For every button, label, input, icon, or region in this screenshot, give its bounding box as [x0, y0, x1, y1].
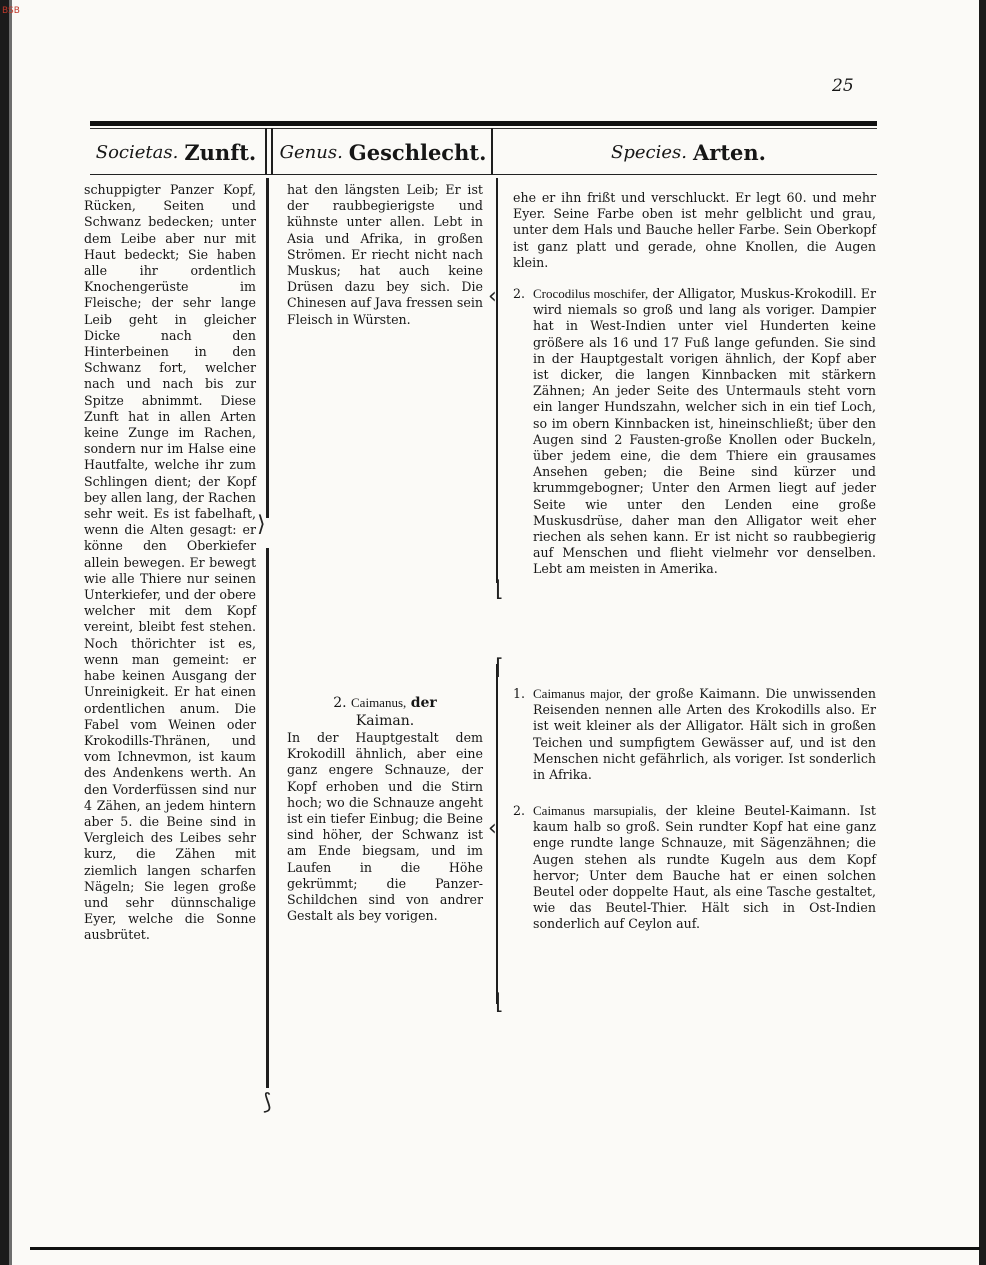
- header-genus-german: Geschlecht.: [348, 139, 487, 165]
- genus-crocodile-description: hat den längsten Leib; Er ist der raubbegierigste und kühnste unter allen. Lebt in Asia und Afrika, in großen Strömen. Er riecht nicht nach Muskus; hat auch keine Drüsen dazu bey sich. Die Chinesen auf Java fressen sein Fleisch in Würsten.: [287, 182, 483, 327]
- species-entry: [513, 803, 876, 933]
- species-description: der große Kaimann. Die unwissenden Reisenden nennen alle Arten des Krokodills also. Er ist weit kleiner als der Alligator. Hält sich in großen Teichen und sumpfigtem Gewässer auf, und ist den Menschen nicht gefährlich, als voriger. Ist sonderlich in Afrika.: [533, 686, 876, 783]
- societas-column: [84, 182, 256, 944]
- brace-species-2-end: ⌊: [495, 990, 504, 1015]
- species-latin-name: Caimanus marsupialis,: [533, 803, 657, 818]
- genus-caimanus-name: Kaiman.: [355, 713, 415, 729]
- genus-caimanus-title: [287, 694, 483, 712]
- genus-caimanus-latin: Caimanus,: [351, 695, 407, 710]
- species-description: der kleine Beutel-Kaimann. Ist kaum halb so groß. Sein rundter Kopf hat eine ganz enge rundte lange Schnauze, mit Sägenzähnen; die Augen stehen als rundte Kugeln aus dem Kopf hervor; Unter dem Bauche hat er einen solchen Beutel oder doppelte Haut, als eine Tasche gestaltet, wie das Beutel-Thier. Hält sich in Ost-Indien sonderlich auf Ceylon auf.: [533, 803, 876, 932]
- brace-species-2: ‹: [488, 816, 497, 841]
- species-latin-name: Caimanus major,: [533, 686, 624, 701]
- divider-col2-top: [496, 178, 498, 583]
- species-latin-name: Crocodilus moschifer,: [533, 286, 649, 301]
- genus-caimanus-article: der: [410, 695, 437, 711]
- brace-col1-end: ⟆: [263, 1090, 272, 1115]
- scan-edge-left-shadow: [9, 0, 12, 1265]
- header-societas: [90, 134, 262, 170]
- brace-species-1: ‹: [488, 284, 497, 309]
- species-crocodile-continuation: ehe er ihn frißt und verschluckt. Er legt 60. und mehr Eyer. Seine Farbe oben ist mehr gelblicht und grau, unter dem Hals und Bauche heller Farbe. Sein Oberkopf ist ganz platt und gerade, ohne Knollen, die Augen klein.: [513, 190, 876, 270]
- page-number: 25: [832, 76, 854, 96]
- brace-species-2-start: ⌈: [495, 655, 504, 680]
- species-number: 2.: [513, 286, 526, 301]
- header-species-german: Arten.: [692, 139, 766, 165]
- divider-col1-bottom: [266, 548, 269, 1088]
- header-rule-thin: [90, 128, 877, 129]
- header-societas-german: Zunft.: [184, 139, 257, 165]
- genus-continuation: [287, 182, 483, 328]
- header-divider-1a: [265, 128, 267, 174]
- species-entry: [513, 686, 876, 783]
- genus-caimanus-description: In der Hauptgestalt dem Krokodill ähnlich, aber eine ganz engere Schnauze, der Kopf erhoben und die Stirn hoch; wo die Schnauze angeht ist ein tiefer Einbug; die Beine sind höher, der Schwanz ist am Ende biegsam, und im Laufen in die Höhe gekrümmt; die Panzer-Schildchen sind von andrer Gestalt als bey vorigen.: [287, 730, 483, 924]
- genus-caimanus-number: 2.: [333, 695, 347, 711]
- brace-col1-mid: ⟩: [257, 512, 266, 537]
- header-genus: [278, 134, 488, 170]
- header-societas-latin: Societas.: [95, 141, 179, 163]
- societas-description: schuppigter Panzer Kopf, Rücken, Seiten und Schwanz bedecken; unter dem Leibe aber nur mit Haut bedeckt; Sie haben alle ihr ordentlich Knochengerüste im Fleische; der sehr lange Leib geht in gleicher Dicke nach den Hinterbeinen in den Schwanz fort, welcher nach und nach bis zur Spitze abnimmt. Diese Zunft hat in allen Arten keine Zunge im Rachen, sondern nur im Halse eine Hautfalte, welche ihr zum Schlingen dient; der Kopf bey allen lang, der Rachen sehr weit. Es ist fabelhaft, wenn die Alten gesagt: er könne den Oberkiefer allein bewegen. Er bewegt wie alle Thiere nur seinen Unterkiefer, und der obere welcher mit dem Kopf vereint, bleibt fest stehen. Noch thörichter ist es, wenn man gemeint: er habe keinen Ausgang der Unreinigkeit. Er hat einen ordentlichen anum. Die Fabel vom Weinen oder Krokodills-Thränen, und vom Ichnevmon, ist kaum des Andenkens werth. An den Vorderfüssen sind nur 4 Zähen, an jedem hintern aber 5. die Beine sind in Vergleich des Leibes sehr kurz, die Zähen mit ziemlich langen scharfen Nägeln; Sie legen große und sehr dünnschalige Eyer, welche die Sonne ausbrütet.: [84, 182, 256, 943]
- scan-edge-right: [979, 0, 986, 1265]
- genus-caimanus: [287, 694, 483, 924]
- species-description: der Alligator, Muskus-Krokodill. Er wird niemals so groß und lang als voriger. Dampier hat in West-Indien unter viel Hunderten keine größere als 16 und 17 Fuß lange gefunden. Sie sind in der Hauptgestalt vorigen ähnlich, der Kopf aber ist dicker, die langen Kinnbacken mit stärkern Zähnen; An jeder Seite des Untermauls steht vorn ein langer Hundszahn, welcher sich in ein tief Loch, so im obern Kinnbacken ist, hineinschließt; über den Augen sind 2 Fausten-große Knollen oder Buckeln, über jedem eine, die dem Thiere ein grausames Ansehen geben; die Beine sind kürzer und krummgebogner; Unter den Armen liegt auf jeder Seite wie unter den Lenden eine große Muskusdrüse, daher man den Alligator weit eher riechen als sehen kann. Er ist nicht so raubbegierig auf Menschen und flieht vielmehr vor denselben. Lebt am meisten in Amerika.: [533, 286, 877, 577]
- species-number: 2.: [513, 803, 526, 818]
- header-underline: [90, 174, 877, 175]
- species-number: 1.: [513, 686, 526, 701]
- header-rule-thick: [90, 121, 877, 126]
- species-entry: [513, 286, 876, 578]
- header-species-latin: Species.: [611, 141, 687, 163]
- header-divider-1b: [271, 128, 273, 174]
- species-continuation: [513, 190, 876, 271]
- library-stamp: BSB: [2, 6, 20, 16]
- brace-species-1-end: ⌊: [495, 577, 504, 602]
- header-divider-2: [491, 128, 493, 174]
- divider-col1-top: [266, 178, 269, 518]
- header-genus-latin: Genus.: [279, 141, 343, 163]
- scan-edge-left: [0, 0, 9, 1265]
- scan-bottom-edge: [30, 1247, 980, 1250]
- header-species: [500, 134, 877, 170]
